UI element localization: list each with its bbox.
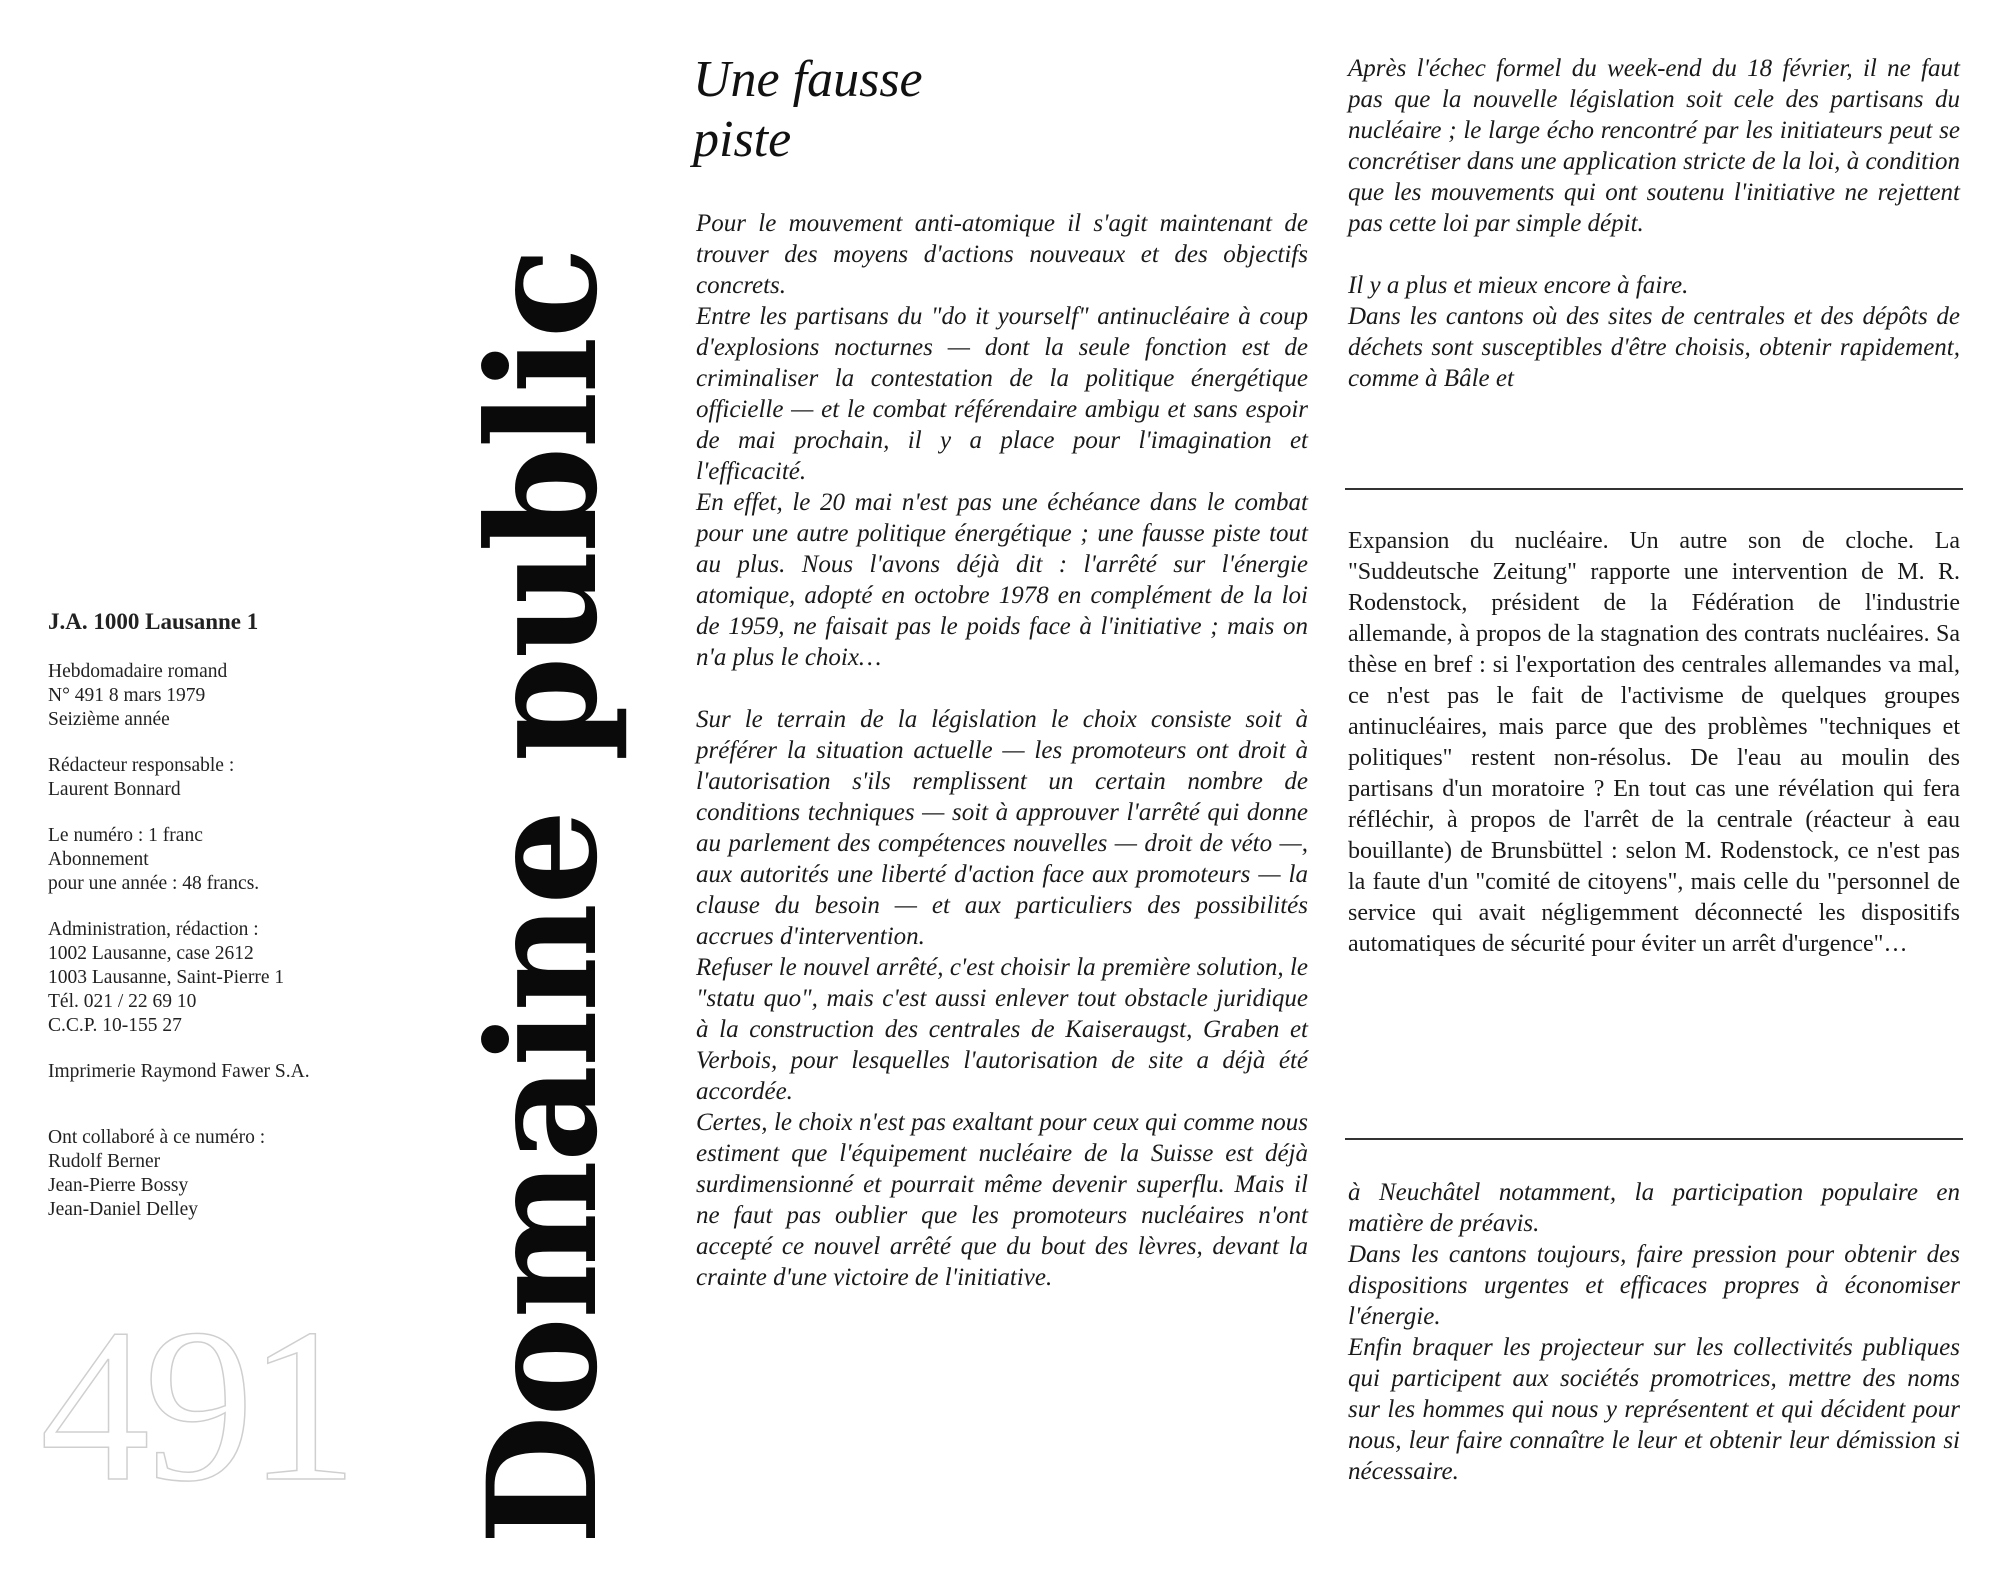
contributor-name: Jean-Pierre Bossy bbox=[48, 1175, 189, 1196]
info-line: C.C.P. 10-155 27 bbox=[48, 1015, 182, 1036]
news-box bbox=[1348, 526, 1960, 960]
paragraph: Il y a plus et mieux encore à faire. bbox=[1348, 272, 1689, 299]
address-info bbox=[48, 918, 428, 1038]
article-title bbox=[693, 50, 923, 170]
article-column-middle bbox=[696, 208, 1308, 1293]
info-line: Abonnement bbox=[48, 849, 149, 870]
info-line: 1002 Lausanne, case 2612 bbox=[48, 943, 254, 964]
divider-rule bbox=[1345, 1138, 1963, 1140]
info-line: Ont collaboré à ce numéro : bbox=[48, 1127, 266, 1148]
newspaper-title: Domaine public bbox=[455, 249, 631, 1545]
info-line: Administration, rédaction : bbox=[48, 919, 259, 940]
issue-number-watermark: 491 bbox=[40, 1283, 352, 1527]
paragraph: Dans les cantons toujours, faire pression pour obtenir des dispositions urgentes et efficaces propres à économiser l'énergie. bbox=[1348, 1241, 1960, 1330]
publication-info bbox=[48, 660, 428, 732]
paragraph: Entre les partisans du "do it yourself" antinucléaire à coup d'explosions nocturnes — dont la seule fonction est de criminaliser la contestation de la politique énergétique officielle — et le combat référendaire ambigu et sans espoir de mai prochain, il y a place pour l'imagination et l'efficacité. bbox=[696, 303, 1308, 485]
paragraph: Certes, le choix n'est pas exaltant pour ceux qui comme nous estiment que l'équipement nucléaire de la Suisse est déjà surdimensionné et pourrait même devenir superflu. Mais il ne faut pas oublier que les promoteurs nucléaires n'ont accepté ce nouvel arrêté que du bout des lèvres, devant la crainte d'une victoire de l'initiative. bbox=[696, 1109, 1308, 1291]
paragraph: En effet, le 20 mai n'est pas une échéance dans le combat pour une autre politique énergétique ; une fausse piste tout au plus. Nous l'avons déjà dit : l'arrêté sur l'énergie atomique, adopté en octobre 1978 en complément de la loi de 1959, ne faisait pas le poids face à l'initiative ; mais on n'a plus le choix… bbox=[696, 489, 1308, 671]
paragraph: Pour le mouvement anti-atomique il s'agit maintenant de trouver des moyens d'actions nouveaux et des objectifs concrets. bbox=[696, 210, 1308, 299]
editor-info bbox=[48, 754, 428, 802]
paragraph: Enfin braquer les projecteur sur les collectivités publiques qui participent aux sociétés promotrices, mettre des noms sur les hommes qui nous y représentent et qui décident pour nous, leur faire connaître le leur et obtenir leur démission si nécessaire. bbox=[1348, 1334, 1960, 1485]
article-column-right-top bbox=[1348, 53, 1960, 394]
info-line: pour une année : 48 francs. bbox=[48, 873, 260, 894]
info-line: N° 491 8 mars 1979 bbox=[48, 685, 206, 706]
news-box-text: Expansion du nucléaire. Un autre son de cloche. La "Suddeutsche Zeitung" rapporte une intervention de M. R. Rodenstock, président de la Fédération de l'industrie allemande, à propos de la stagnation des contrats nucléaires. Sa thèse en bref : si l'exportation des centrales allemandes va mal, ce n'est pas le fait de l'activisme de quelques groupes antinucléaires, mais parce que des problèmes "techniques et politiques" restent non-résolus. De l'eau au moulin des partisans d'un moratoire ? En tout cas une révélation qui fera réfléchir, à propos de l'arrêt de la centrale (réacteur à eau bouillante) de Brunsbüttel : selon M. Rodenstock, ce n'est pas la faute d'un "comité de citoyens", mais celle du "personnel de service qui avait négligemment déconnecté les dispositifs automatiques de sécurité pour éviter un arrêt d'urgence"… bbox=[1348, 528, 1960, 957]
info-line: Tél. 021 / 22 69 10 bbox=[48, 991, 197, 1012]
article-title-line: piste bbox=[693, 111, 792, 168]
paragraph: à Neuchâtel notamment, la participation populaire en matière de préavis. bbox=[1348, 1179, 1960, 1237]
masthead bbox=[48, 610, 428, 1244]
info-line: Laurent Bonnard bbox=[48, 779, 181, 800]
info-line: Imprimerie Raymond Fawer S.A. bbox=[48, 1061, 310, 1082]
paragraph: Dans les cantons où des sites de centrales et des dépôts de déchets sont susceptibles d'être choisis, obtenir rapidement, comme à Bâle et bbox=[1348, 303, 1960, 392]
article-column-right-bottom bbox=[1348, 1177, 1960, 1487]
paragraph: Sur le terrain de la législation le choix consiste soit à préférer la situation actuelle — les promoteurs ont droit à l'autorisation s'ils remplissent un certain nombre de conditions techniques — soit à approuver l'arrêté qui donne au parlement des compétences nouvelles — droit de véto —, aux autorités une liberté d'action face aux promoteurs — la clause du besoin — et aux particuliers des possibilités accrues d'intervention. bbox=[696, 706, 1308, 950]
info-line: Seizième année bbox=[48, 709, 170, 730]
price-info bbox=[48, 824, 428, 896]
postal-code-line: J.A. 1000 Lausanne 1 bbox=[48, 609, 259, 634]
paragraph: Après l'échec formel du week-end du 18 février, il ne faut pas que la nouvelle législation soit cele des partisans du nucléaire ; le large écho rencontré par les initiateurs peut se concrétiser dans une application stricte de la loi, à condition que les mouvements qui ont soutenu l'initiative ne rejettent pas cette loi par simple dépit. bbox=[1348, 55, 1960, 237]
info-line: Rédacteur responsable : bbox=[48, 755, 235, 776]
divider-rule bbox=[1345, 488, 1963, 490]
contributor-name: Rudolf Berner bbox=[48, 1151, 161, 1172]
info-line: Le numéro : 1 franc bbox=[48, 825, 203, 846]
contributor-name: Jean-Daniel Delley bbox=[48, 1199, 198, 1220]
info-line: 1003 Lausanne, Saint-Pierre 1 bbox=[48, 967, 285, 988]
article-title-line: Une fausse bbox=[693, 51, 923, 108]
printer-info bbox=[48, 1060, 428, 1084]
info-line: Hebdomadaire romand bbox=[48, 661, 228, 682]
contributors bbox=[48, 1126, 428, 1222]
paragraph: Refuser le nouvel arrêté, c'est choisir la première solution, le "statu quo", mais c'est aussi enlever tout obstacle juridique à la construction des centrales de Kaiseraugst, Graben et Verbois, pour lesquelles l'autorisation de site a déjà été accordée. bbox=[696, 954, 1308, 1105]
